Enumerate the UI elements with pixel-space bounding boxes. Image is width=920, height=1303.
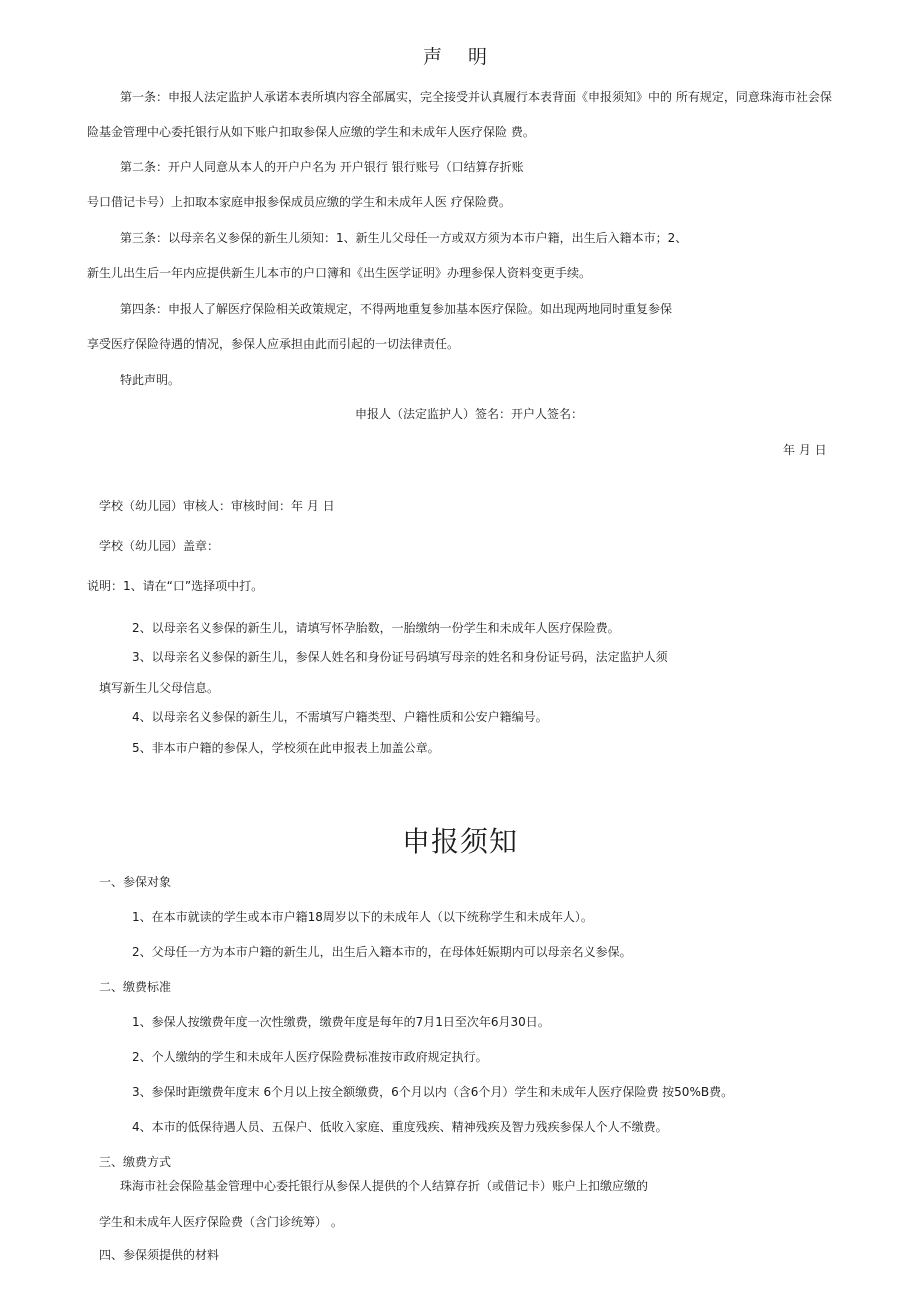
article-1-line-2: 险基金管理中心委托银行从如下账户扣取参保人应缴的学生和未成年人医疗保险 费。 bbox=[87, 125, 535, 139]
note-1: 说明：1、请在“口”选择项中打。 bbox=[87, 579, 264, 593]
note-3-line-2: 填写新生儿父母信息。 bbox=[99, 681, 220, 695]
notice-section-3-line-1: 珠海市社会保险基金管理中心委托银行从参保人提供的个人结算存折（或借记卡）账户上扣缴应缴的 bbox=[120, 1179, 649, 1193]
notice-section-2-item-3: 3、参保时距缴费年度末 6个月以上按全额缴费，6个月以内（含6个月）学生和未成年人医疗保险费 按50%B费。 bbox=[132, 1085, 734, 1099]
note-5: 5、非本市户籍的参保人，学校须在此申报表上加盖公章。 bbox=[132, 741, 440, 755]
notice-title: 申报须知 bbox=[401, 825, 518, 858]
notice-section-4-heading: 四、参保须提供的材料 bbox=[99, 1248, 220, 1262]
declaration-title: 声 明 bbox=[422, 46, 498, 68]
notice-section-2-item-2: 2、个人缴纳的学生和未成年人医疗保险费标准按市政府规定执行。 bbox=[132, 1050, 488, 1064]
article-2-line-2: 号口借记卡号）上扣取本家庭申报参保成员应缴的学生和未成年人医 疗保险费。 bbox=[87, 195, 511, 209]
signature-line: 申报人（法定监护人）签名：开户人签名： bbox=[355, 407, 584, 421]
article-2-line-1: 第二条：开户人同意从本人的开户户名为 开户银行 银行账号（口结算存折账 bbox=[120, 160, 524, 174]
notice-section-1-item-2: 2、父母任一方为本市户籍的新生儿，出生后入籍本市的，在母体妊娠期内可以母亲名义参保。 bbox=[132, 945, 632, 959]
declaration-date: 年 月 日 bbox=[783, 443, 827, 457]
notice-section-2-item-4: 4、本市的低保待遇人员、五保户、低收入家庭、重度残疾、精神残疾及智力残疾参保人个人不缴费。 bbox=[132, 1120, 668, 1134]
article-4-line-2: 享受医疗保险待遇的情况，参保人应承担由此而引起的一切法律责任。 bbox=[87, 337, 460, 351]
article-3-line-2: 新生儿出生后一年内应提供新生儿本市的户口簿和《出生医学证明》办理参保人资料变更手续。 bbox=[87, 266, 592, 280]
notice-section-3-heading: 三、缴费方式 bbox=[99, 1155, 172, 1169]
notice-section-1-item-1: 1、在本市就读的学生或本市户籍18周岁以下的未成年人（以下统称学生和未成年人）。 bbox=[132, 910, 593, 924]
note-2: 2、以母亲名义参保的新生儿，请填写怀孕胎数，一胎缴纳一份学生和未成年人医疗保险费。 bbox=[132, 621, 620, 635]
notice-section-2-item-1: 1、参保人按缴费年度一次性缴费，缴费年度是每年的7月1日至次年6月30日。 bbox=[132, 1015, 550, 1029]
notice-section-1-heading: 一、参保对象 bbox=[99, 875, 172, 889]
notice-section-3-line-2: 学生和未成年人医疗保险费（含门诊统筹） 。 bbox=[99, 1215, 343, 1229]
notice-section-2-heading: 二、缴费标准 bbox=[99, 980, 172, 994]
article-4-line-1: 第四条：申报人了解医疗保险相关政策规定，不得两地重复参加基本医疗保险。如出现两地同时重复参保 bbox=[120, 302, 673, 316]
note-4: 4、以母亲名义参保的新生儿，不需填写户籍类型、户籍性质和公安户籍编号。 bbox=[132, 710, 548, 724]
school-review-line: 学校（幼儿园）审核人：审核时间：年 月 日 bbox=[99, 499, 335, 513]
school-seal-line: 学校（幼儿园）盖章： bbox=[99, 539, 220, 553]
note-3-line-1: 3、以母亲名义参保的新生儿，参保人姓名和身份证号码填写母亲的姓名和身份证号码，法定监护人须 bbox=[132, 650, 668, 664]
article-1-line-1: 第一条：申报人法定监护人承诺本表所填内容全部属实，完全接受并认真履行本表背面《申报须知》中的 所有规定，同意珠海市社会保 bbox=[120, 90, 832, 104]
declaration-closing: 特此声明。 bbox=[120, 373, 181, 387]
article-3-line-1: 第三条：以母亲名义参保的新生儿须知：1、新生儿父母任一方或双方须为本市户籍，出生后入籍本市；2、 bbox=[120, 231, 688, 245]
